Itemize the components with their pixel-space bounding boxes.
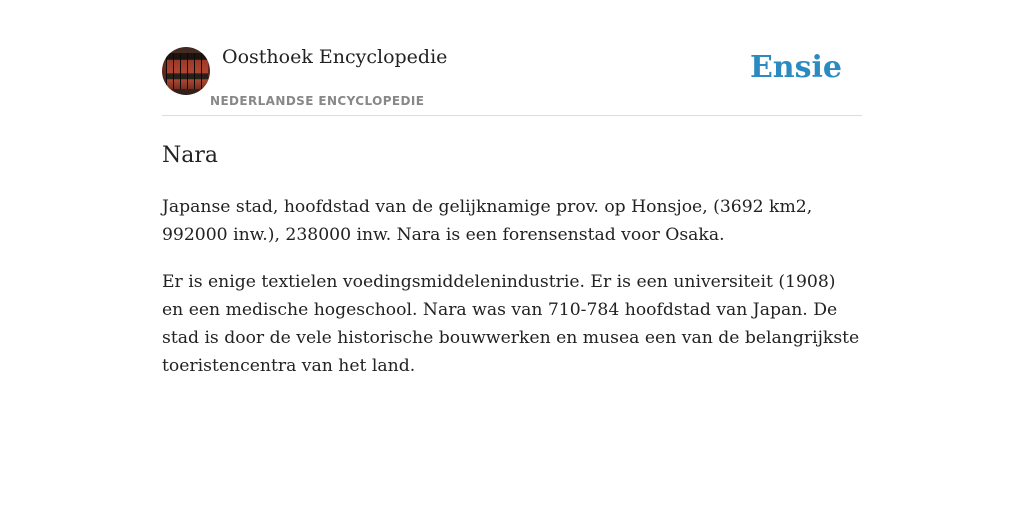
book-spine-icon: [187, 53, 194, 89]
article-paragraph: Japanse stad, hoofdstad van de gelijknamige prov. op Honsjoe, (3692 km2, 992000 inw.), 238000 inw. Nara is een forensenstad voor Osaka.: [162, 197, 813, 245]
book-spine-icon: [180, 53, 187, 89]
site-header: [162, 44, 862, 116]
book-spine-icon: [194, 53, 201, 89]
site-tagline: NEDERLANDSE ENCYCLOPEDIE: [210, 94, 425, 108]
page-container: [162, 44, 862, 380]
book-spine-icon: [166, 53, 173, 89]
book-spine-icon: [173, 53, 180, 89]
ensie-logo-link[interactable]: Ensie: [749, 50, 842, 85]
encyclopedia-books-avatar[interactable]: [162, 47, 210, 95]
article-paragraph: Er is enige textielen voedingsmiddelenindustrie. Er is een universiteit (1908) en een medische hogeschool. Nara was van 710-784 hoofdstad van Japan. De stad is door de vele historische bouwwerken en musea een van de belangrijkste toeristencentra van het land.: [162, 272, 860, 376]
article-title: Nara: [162, 143, 218, 168]
site-title-link[interactable]: Oosthoek Encyclopedie: [222, 46, 448, 68]
book-spine-icon: [201, 53, 208, 89]
